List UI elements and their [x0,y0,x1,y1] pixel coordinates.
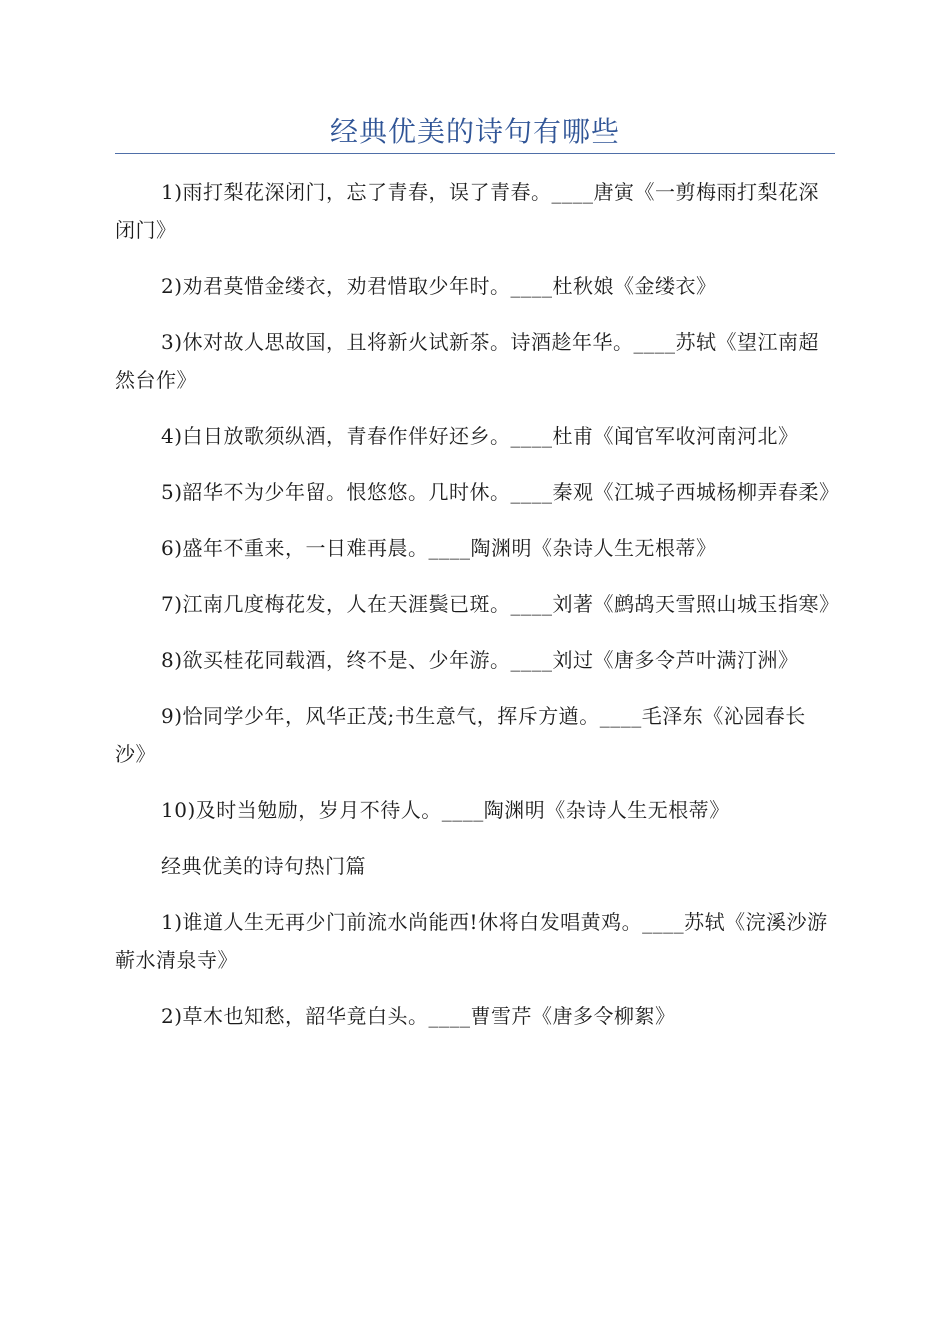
poem-line-5: 5)韶华不为少年留。恨悠悠。几时休。____秦观《江城子西城杨柳弄春柔》 [161,480,840,504]
title-underline [115,153,835,154]
poem-line-3: 3)休对故人思故国，且将新火试新茶。诗酒趁年华。____苏轼《望江南超然台作》 [115,330,820,392]
poem-line-10: 10)及时当勉励，岁月不待人。____陶渊明《杂诗人生无根蒂》 [161,798,730,822]
poem-line-6: 6)盛年不重来，一日难再晨。____陶渊明《杂诗人生无根蒂》 [161,536,717,560]
poem-line-4: 4)白日放歌须纵酒，青春作伴好还乡。____杜甫《闻官军收河南河北》 [161,424,799,448]
poem-line-9: 9)恰同学少年，风华正茂;书生意气，挥斥方遒。____毛泽东《沁园春长沙》 [115,704,806,766]
section-heading: 经典优美的诗句热门篇 [161,854,366,878]
section-poem-line-1: 1)谁道人生无再少门前流水尚能西!休将白发唱黄鸡。____苏轼《浣溪沙游蕲水清泉寺》 [115,910,828,972]
poem-line-2: 2)劝君莫惜金缕衣，劝君惜取少年时。____杜秋娘《金缕衣》 [161,274,717,298]
poem-line-7: 7)江南几度梅花发，人在天涯鬓已斑。____刘著《鹧鸪天雪照山城玉指寒》 [161,592,840,616]
poem-line-1: 1)雨打梨花深闭门，忘了青春，误了青春。____唐寅《一剪梅雨打梨花深闭门》 [115,180,820,242]
document-body [115,173,840,1053]
document-title: 经典优美的诗句有哪些 [329,115,620,148]
section-poem-line-2: 2)草木也知愁，韶华竟白头。____曹雪芹《唐多令柳絮》 [161,1004,676,1028]
poem-line-8: 8)欲买桂花同载酒，终不是、少年游。____刘过《唐多令芦叶满汀洲》 [161,648,799,672]
